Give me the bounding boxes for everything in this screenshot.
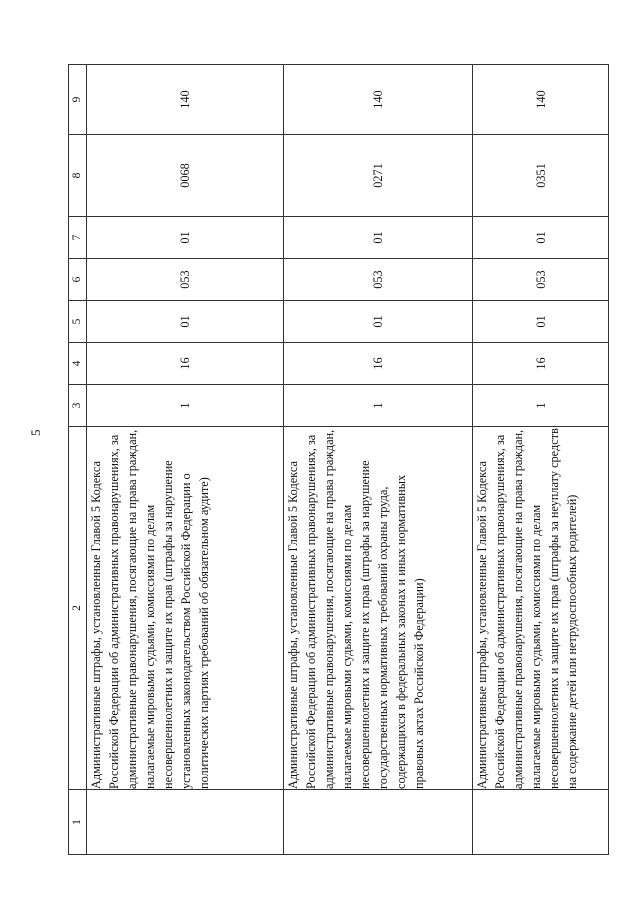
row-col7: 01 [87,217,284,259]
header-cell-6: 6 [69,259,87,301]
row-col7: 01 [284,217,473,259]
budget-codes-table [68,64,609,855]
page-number: 5 [28,429,43,436]
row-col5: 01 [87,301,284,343]
row-col7: 01 [473,217,609,259]
row-col9: 140 [473,65,609,135]
row-col6: 053 [284,259,473,301]
row-col1 [284,790,473,855]
table-row [473,65,609,855]
header-cell-9: 9 [69,65,87,135]
row-col5: 01 [473,301,609,343]
table-row [87,65,284,855]
row-col4: 16 [284,343,473,385]
header-cell-5: 5 [69,301,87,343]
header-cell-7: 7 [69,217,87,259]
row-description: Административные штрафы, установленные Главой 5 Кодекса Российской Федерации об административных правонарушениях, за административные правонарушения, посягающие на права граждан, налагаемые мировыми судьями, комиссиями по делам несовершеннолетних и защите их прав (штрафы за неуплату средств на содержание детей или нетрудоспособных родителей) [473,427,609,790]
row-col9: 140 [284,65,473,135]
row-col6: 053 [87,259,284,301]
row-col1 [473,790,609,855]
header-cell-8: 8 [69,135,87,217]
row-col8: 0351 [473,135,609,217]
row-description: Административные штрафы, установленные Главой 5 Кодекса Российской Федерации об административных правонарушениях, за административные правонарушения, посягающие на права граждан, налагаемые мировыми судьями, комиссиями по делам несовершеннолетних и защите их прав (штрафы за нарушение установленных законодательством Российской Федерации о политических партиях требований об обязательном аудите) [87,427,284,790]
header-cell-3: 3 [69,385,87,427]
header-cell-2: 2 [69,427,87,790]
row-col1 [87,790,284,855]
row-col5: 01 [284,301,473,343]
header-row [69,65,87,855]
row-col8: 0068 [87,135,284,217]
row-col3: 1 [87,385,284,427]
row-col4: 16 [473,343,609,385]
header-cell-1: 1 [69,790,87,855]
row-col9: 140 [87,65,284,135]
table-row [284,65,473,855]
row-col3: 1 [473,385,609,427]
row-description: Административные штрафы, установленные Главой 5 Кодекса Российской Федерации об административных правонарушениях, за административные правонарушения, посягающие на права граждан, налагаемые мировыми судьями, комиссиями по делам несовершеннолетних и защите их прав (штрафы за нарушение государственных нормативных требований охраны труда, содержащихся в федеральных законах и иных нормативных правовых актах Российской Федерации) [284,427,473,790]
row-col6: 053 [473,259,609,301]
row-col3: 1 [284,385,473,427]
row-col8: 0271 [284,135,473,217]
rotated-table-container [68,65,608,855]
row-col4: 16 [87,343,284,385]
header-cell-4: 4 [69,343,87,385]
